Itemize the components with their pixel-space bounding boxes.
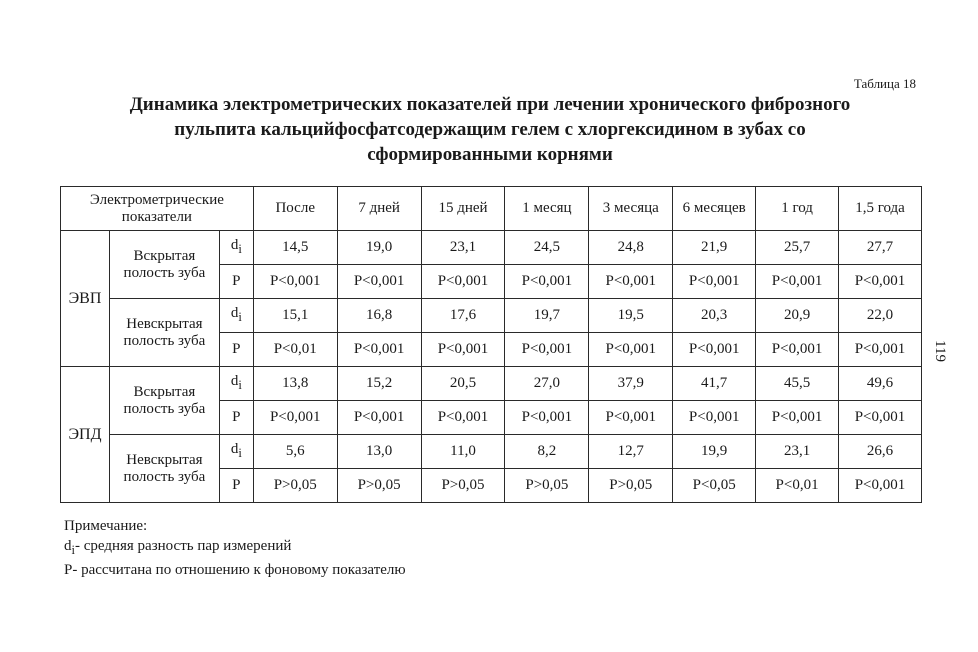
period-header: После [253,187,337,231]
subgroup-name: Вскрытая полость зуба [109,367,219,435]
d-label [219,299,253,333]
d-value: 24,8 [589,231,673,265]
p-value: P<0,001 [253,265,337,299]
p-value: P<0,001 [756,401,839,435]
group-name: ЭВП [61,231,110,367]
p-value: P<0,05 [673,469,756,503]
table-row [61,435,922,469]
p-value: P<0,001 [589,265,673,299]
p-label: P [219,265,253,299]
p-value: P<0,001 [253,401,337,435]
p-value: P<0,001 [839,265,922,299]
d-value: 22,0 [839,299,922,333]
d-value: 5,6 [253,435,337,469]
p-label: P [219,401,253,435]
d-value: 20,3 [673,299,756,333]
d-value: 20,9 [756,299,839,333]
page-number: 119 [932,340,948,362]
table-number: Таблица 18 [853,76,916,91]
p-value: P<0,01 [253,333,337,367]
d-subscript: i [238,446,242,460]
period-header: 1,5 года [839,187,922,231]
period-header: 6 месяцев [673,187,756,231]
subgroup-name: Невскрытая полость зуба [109,435,219,503]
table-row [61,231,922,265]
d-value: 23,1 [756,435,839,469]
title-line: сформированными корнями [367,144,613,165]
d-subscript: i [238,242,242,256]
d-value: 19,5 [589,299,673,333]
d-value: 19,7 [505,299,589,333]
p-value: P<0,001 [505,265,589,299]
p-value: P<0,001 [421,265,505,299]
d-value: 49,6 [839,367,922,401]
table-row [61,367,922,401]
note-p: P- рассчитана по отношению к фоновому показателю [64,562,406,578]
d-value: 12,7 [589,435,673,469]
p-value: P<0,001 [839,401,922,435]
p-value: P<0,001 [421,333,505,367]
d-symbol: d [230,373,239,389]
p-value: P<0,001 [589,401,673,435]
period-header: 3 месяца [589,187,673,231]
p-value: P<0,001 [673,401,756,435]
p-value: P<0,001 [589,333,673,367]
subgroup-name: Вскрытая полость зуба [109,231,219,299]
d-symbol: d [230,305,239,321]
header-label: Электрометрические показатели [61,187,254,231]
period-header: 7 дней [337,187,421,231]
d-value: 13,8 [253,367,337,401]
notes [64,516,406,580]
d-label [219,367,253,401]
d-value: 27,0 [505,367,589,401]
p-value: P<0,001 [839,333,922,367]
title-line: Динамика электрометрических показателей при лечении хронического фиброзного [129,94,851,115]
p-label: P [219,333,253,367]
d-value: 23,1 [421,231,505,265]
d-value: 45,5 [756,367,839,401]
period-header: 15 дней [421,187,505,231]
subgroup-name: Невскрытая полость зуба [109,299,219,367]
period-header: 1 год [756,187,839,231]
p-value: P>0,05 [253,469,337,503]
p-value: P<0,001 [673,265,756,299]
d-value: 25,7 [756,231,839,265]
d-value: 20,5 [421,367,505,401]
group-name: ЭПД [61,367,110,503]
d-value: 19,0 [337,231,421,265]
header-row [61,187,922,231]
p-value: P>0,05 [337,469,421,503]
p-value: P<0,001 [673,333,756,367]
d-value: 21,9 [673,231,756,265]
d-subscript: i [238,310,242,324]
d-value: 15,1 [253,299,337,333]
d-value: 19,9 [673,435,756,469]
p-value: P<0,001 [505,333,589,367]
d-value: 26,6 [839,435,922,469]
p-value: P>0,05 [505,469,589,503]
d-value: 14,5 [253,231,337,265]
d-value: 24,5 [505,231,589,265]
period-header: 1 месяц [505,187,589,231]
d-label [219,231,253,265]
p-value: P<0,001 [756,265,839,299]
title-line: пульпита кальцийфосфатсодержащим гелем с хлоргексидином в зубах со [174,119,806,140]
d-value: 13,0 [337,435,421,469]
table-row [61,299,922,333]
d-label [219,435,253,469]
d-value: 8,2 [505,435,589,469]
p-value: P>0,05 [421,469,505,503]
d-subscript: i [238,378,242,392]
p-value: P<0,01 [756,469,839,503]
p-value: P>0,05 [589,469,673,503]
d-value: 15,2 [337,367,421,401]
p-value: P<0,001 [839,469,922,503]
d-symbol: d [230,237,239,253]
p-value: P<0,001 [756,333,839,367]
data-table [60,186,922,503]
note-heading: Примечание: [64,518,148,534]
d-value: 17,6 [421,299,505,333]
p-value: P<0,001 [337,333,421,367]
note-d: $d_i-$ средняя разность пар измерений [64,538,292,557]
p-value: P<0,001 [421,401,505,435]
d-value: 27,7 [839,231,922,265]
p-value: P<0,001 [337,265,421,299]
p-value: P<0,001 [337,401,421,435]
d-value: 37,9 [589,367,673,401]
table-title [40,92,940,167]
d-symbol: d [230,441,239,457]
d-value: 16,8 [337,299,421,333]
d-value: 11,0 [421,435,505,469]
p-value: P<0,001 [505,401,589,435]
d-value: 41,7 [673,367,756,401]
p-label: P [219,469,253,503]
